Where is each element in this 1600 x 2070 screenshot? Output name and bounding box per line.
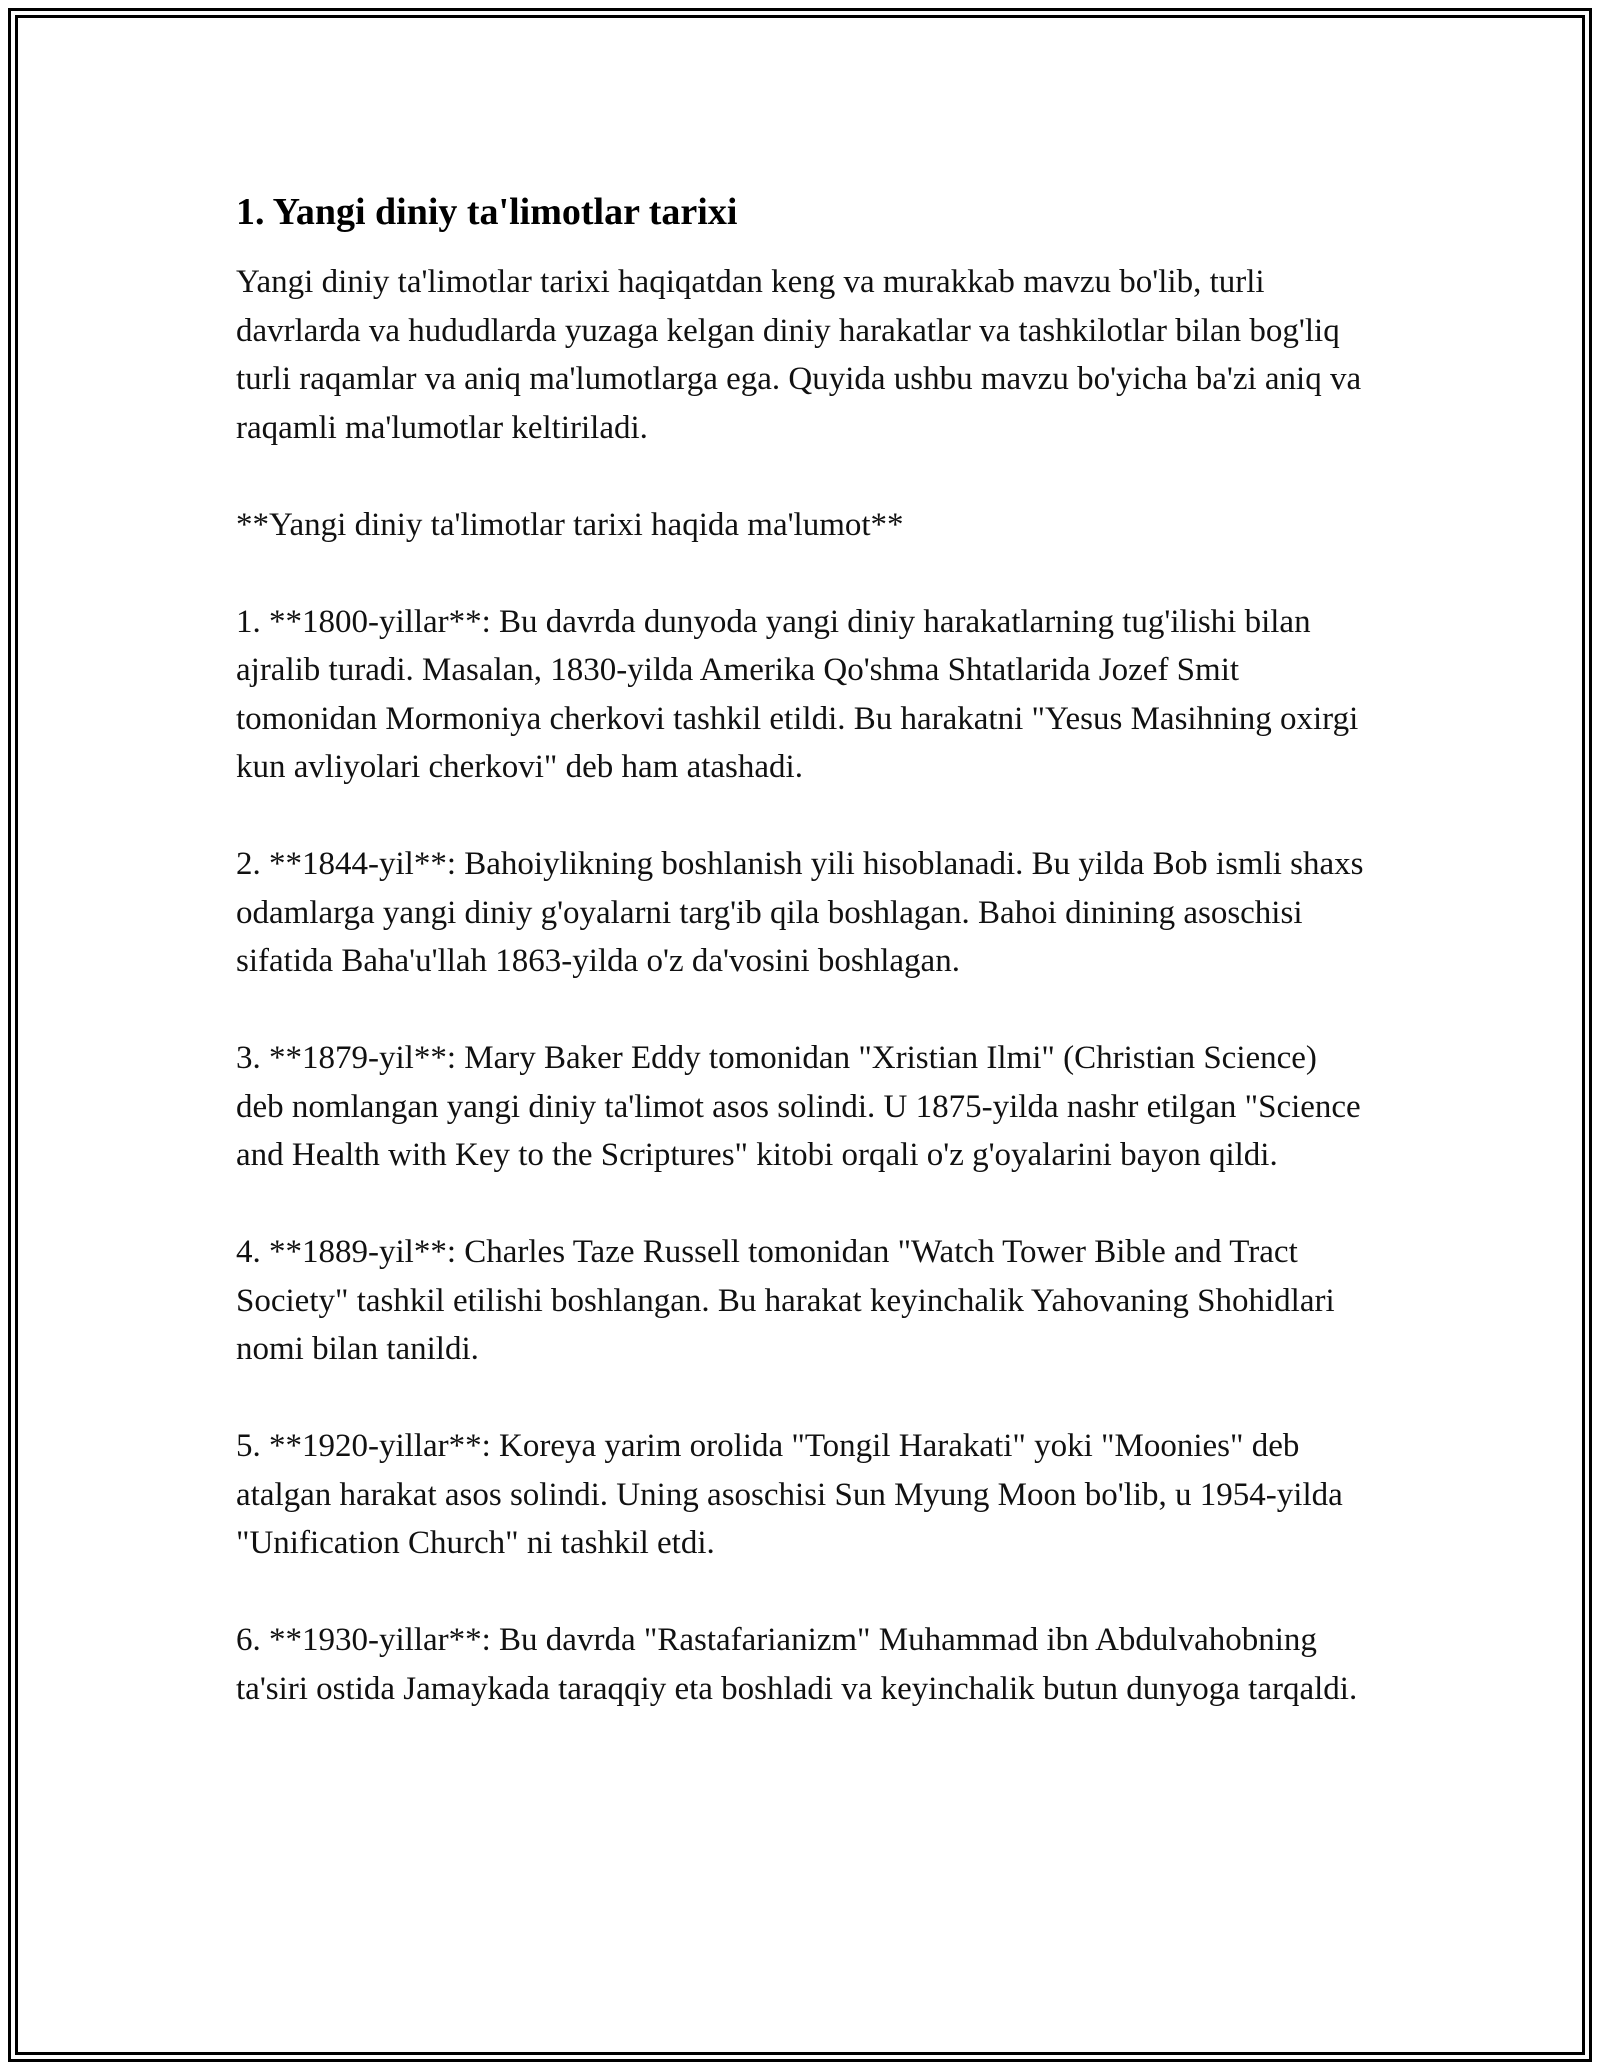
list-item: 6. **1930-yillar**: Bu davrda "Rastafarianizm" Muhammad ibn Abdulvahobning ta'siri ostida Jamaykada taraqqiy eta boshladi va keyinchalik butun dunyoga tarqaldi. — [236, 1622, 1358, 1707]
list-item: 4. **1889-yil**: Charles Taze Russell tomonidan "Watch Tower Bible and Tract Society" tashkil etilishi boshlangan. Bu harakat keyinchalik Yahovaning Shohidlari nomi bilan tanildi. — [236, 1234, 1335, 1367]
list-item: 3. **1879-yil**: Mary Baker Eddy tomonidan "Xristian Ilmi" (Christian Science) deb nomlangan yangi diniy ta'limot asos solindi. U 1875-yilda nashr etilgan "Science and Health with Key to the Scriptures" kitobi orqali o'z g'oyalarini bayon qildi. — [236, 1040, 1361, 1173]
document-heading: 1. Yangi diniy ta'limotlar tarixi — [236, 191, 738, 233]
list-item: 1. **1800-yillar**: Bu davrda dunyoda yangi diniy harakatlarning tug'ilishi bilan ajralib turadi. Masalan, 1830-yilda Amerika Qo'shma Shtatlarida Jozef Smit tomonidan Mormoniya cherkovi tashkil etildi. Bu harakatni "Yesus Masihning oxirgi kun avliyolari cherkovi" deb ham atashadi. — [236, 603, 1359, 785]
document-body — [236, 188, 1366, 1762]
list-item: 2. **1844-yil**: Bahoiylikning boshlanish yili hisoblanadi. Bu yilda Bob ismli shaxs odamlarga yangi diniy g'oyalarni targ'ib qila boshlagan. Bahoi dinining asoschisi sifatida Baha'u'llah 1863-yilda o'z da'vosini boshlagan. — [236, 846, 1364, 979]
list-item: 5. **1920-yillar**: Koreya yarim orolida "Tongil Harakati" yoki "Moonies" deb atalgan harakat asos solindi. Uning asoschisi Sun Myung Moon bo'lib, u 1954-yilda "Unification Church" ni tashkil etdi. — [236, 1428, 1343, 1561]
intro-paragraph: Yangi diniy ta'limotlar tarixi haqiqatdan keng va murakkab mavzu bo'lib, turli davrlarda va hududlarda yuzaga kelgan diniy harakatlar va tashkilotlar bilan bog'liq turli raqamlar va aniq ma'lumotlarga ega. Quyida ushbu mavzu bo'yicha ba'zi aniq va raqamli ma'lumotlar keltiriladi. — [236, 264, 1362, 446]
subheading-paragraph: **Yangi diniy ta'limotlar tarixi haqida ma'lumot** — [236, 506, 904, 543]
